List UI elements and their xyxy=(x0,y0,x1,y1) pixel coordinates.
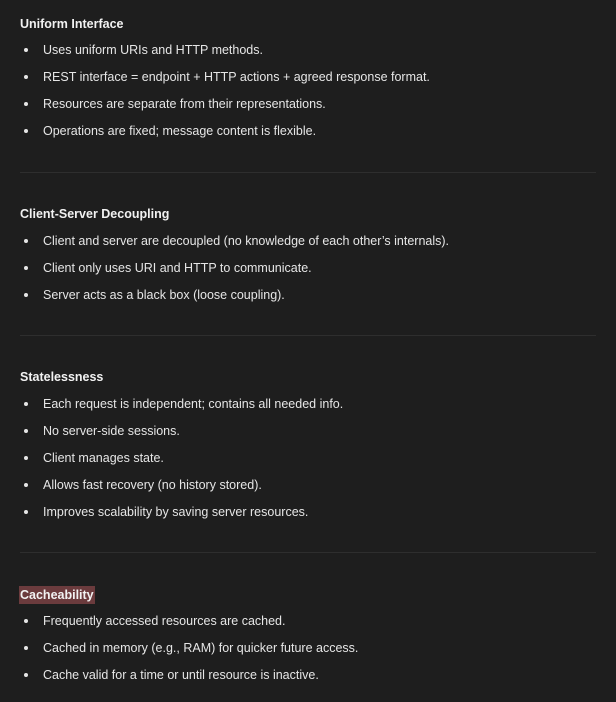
list-item xyxy=(20,123,596,150)
list-item xyxy=(20,233,596,260)
bullet-dot-icon xyxy=(24,619,28,623)
list-item xyxy=(20,42,596,69)
highlighted-heading-text: Cacheability xyxy=(20,588,94,602)
list-item-text: Cached in memory (e.g., RAM) for quicker future access. xyxy=(43,641,359,655)
list-item xyxy=(20,69,596,96)
section-uniform-interface xyxy=(20,16,596,150)
heading-text: Statelessness xyxy=(20,370,104,384)
list-item-text: Allows fast recovery (no history stored). xyxy=(43,478,262,492)
section-divider xyxy=(20,552,596,553)
section-heading xyxy=(20,369,596,385)
list-item-text: Server acts as a black box (loose coupling). xyxy=(43,288,285,302)
list-item-text: Client only uses URI and HTTP to communicate. xyxy=(43,261,312,275)
list-item xyxy=(20,423,596,450)
bullet-dot-icon xyxy=(24,239,28,243)
bullet-dot-icon xyxy=(24,456,28,460)
bullet-dot-icon xyxy=(24,646,28,650)
bullet-dot-icon xyxy=(24,483,28,487)
bullet-list xyxy=(20,233,596,314)
list-item xyxy=(20,287,596,314)
bullet-dot-icon xyxy=(24,402,28,406)
list-item xyxy=(20,477,596,504)
section-statelessness xyxy=(20,369,596,531)
bullet-dot-icon xyxy=(24,429,28,433)
list-item-text: Frequently accessed resources are cached. xyxy=(43,614,286,628)
bullet-dot-icon xyxy=(24,266,28,270)
bullet-dot-icon xyxy=(24,673,28,677)
bullet-dot-icon xyxy=(24,129,28,133)
list-item-text: Cache valid for a time or until resource is inactive. xyxy=(43,668,319,682)
list-item xyxy=(20,504,596,531)
section-heading xyxy=(20,206,596,222)
list-item-text: Resources are separate from their representations. xyxy=(43,97,326,111)
section-cacheability xyxy=(20,586,596,694)
section-heading xyxy=(20,586,596,602)
bullet-list xyxy=(20,42,596,150)
list-item xyxy=(20,450,596,477)
bullet-dot-icon xyxy=(24,510,28,514)
list-item-text: REST interface = endpoint + HTTP actions + agreed response format. xyxy=(43,70,430,84)
list-item-text: Client manages state. xyxy=(43,451,164,465)
list-item-text: Improves scalability by saving server resources. xyxy=(43,505,309,519)
heading-text: Uniform Interface xyxy=(20,17,124,31)
list-item xyxy=(20,613,596,640)
bullet-dot-icon xyxy=(24,48,28,52)
list-item-text: No server-side sessions. xyxy=(43,424,180,438)
section-client-server-decoupling xyxy=(20,206,596,314)
list-item xyxy=(20,260,596,287)
bullet-list xyxy=(20,396,596,531)
list-item-text: Client and server are decoupled (no knowledge of each other’s internals). xyxy=(43,234,450,248)
bullet-dot-icon xyxy=(24,293,28,297)
list-item-text: Operations are fixed; message content is flexible. xyxy=(43,124,317,138)
list-item xyxy=(20,667,596,694)
list-item-text: Each request is independent; contains all needed info. xyxy=(43,397,344,411)
bullet-list xyxy=(20,613,596,694)
list-item-text: Uses uniform URIs and HTTP methods. xyxy=(43,43,263,57)
list-item xyxy=(20,640,596,667)
list-item xyxy=(20,96,596,123)
list-item xyxy=(20,396,596,423)
section-divider xyxy=(20,335,596,336)
bullet-dot-icon xyxy=(24,75,28,79)
section-heading xyxy=(20,16,596,32)
section-divider xyxy=(20,172,596,173)
heading-text: Client-Server Decoupling xyxy=(20,207,170,221)
bullet-dot-icon xyxy=(24,102,28,106)
